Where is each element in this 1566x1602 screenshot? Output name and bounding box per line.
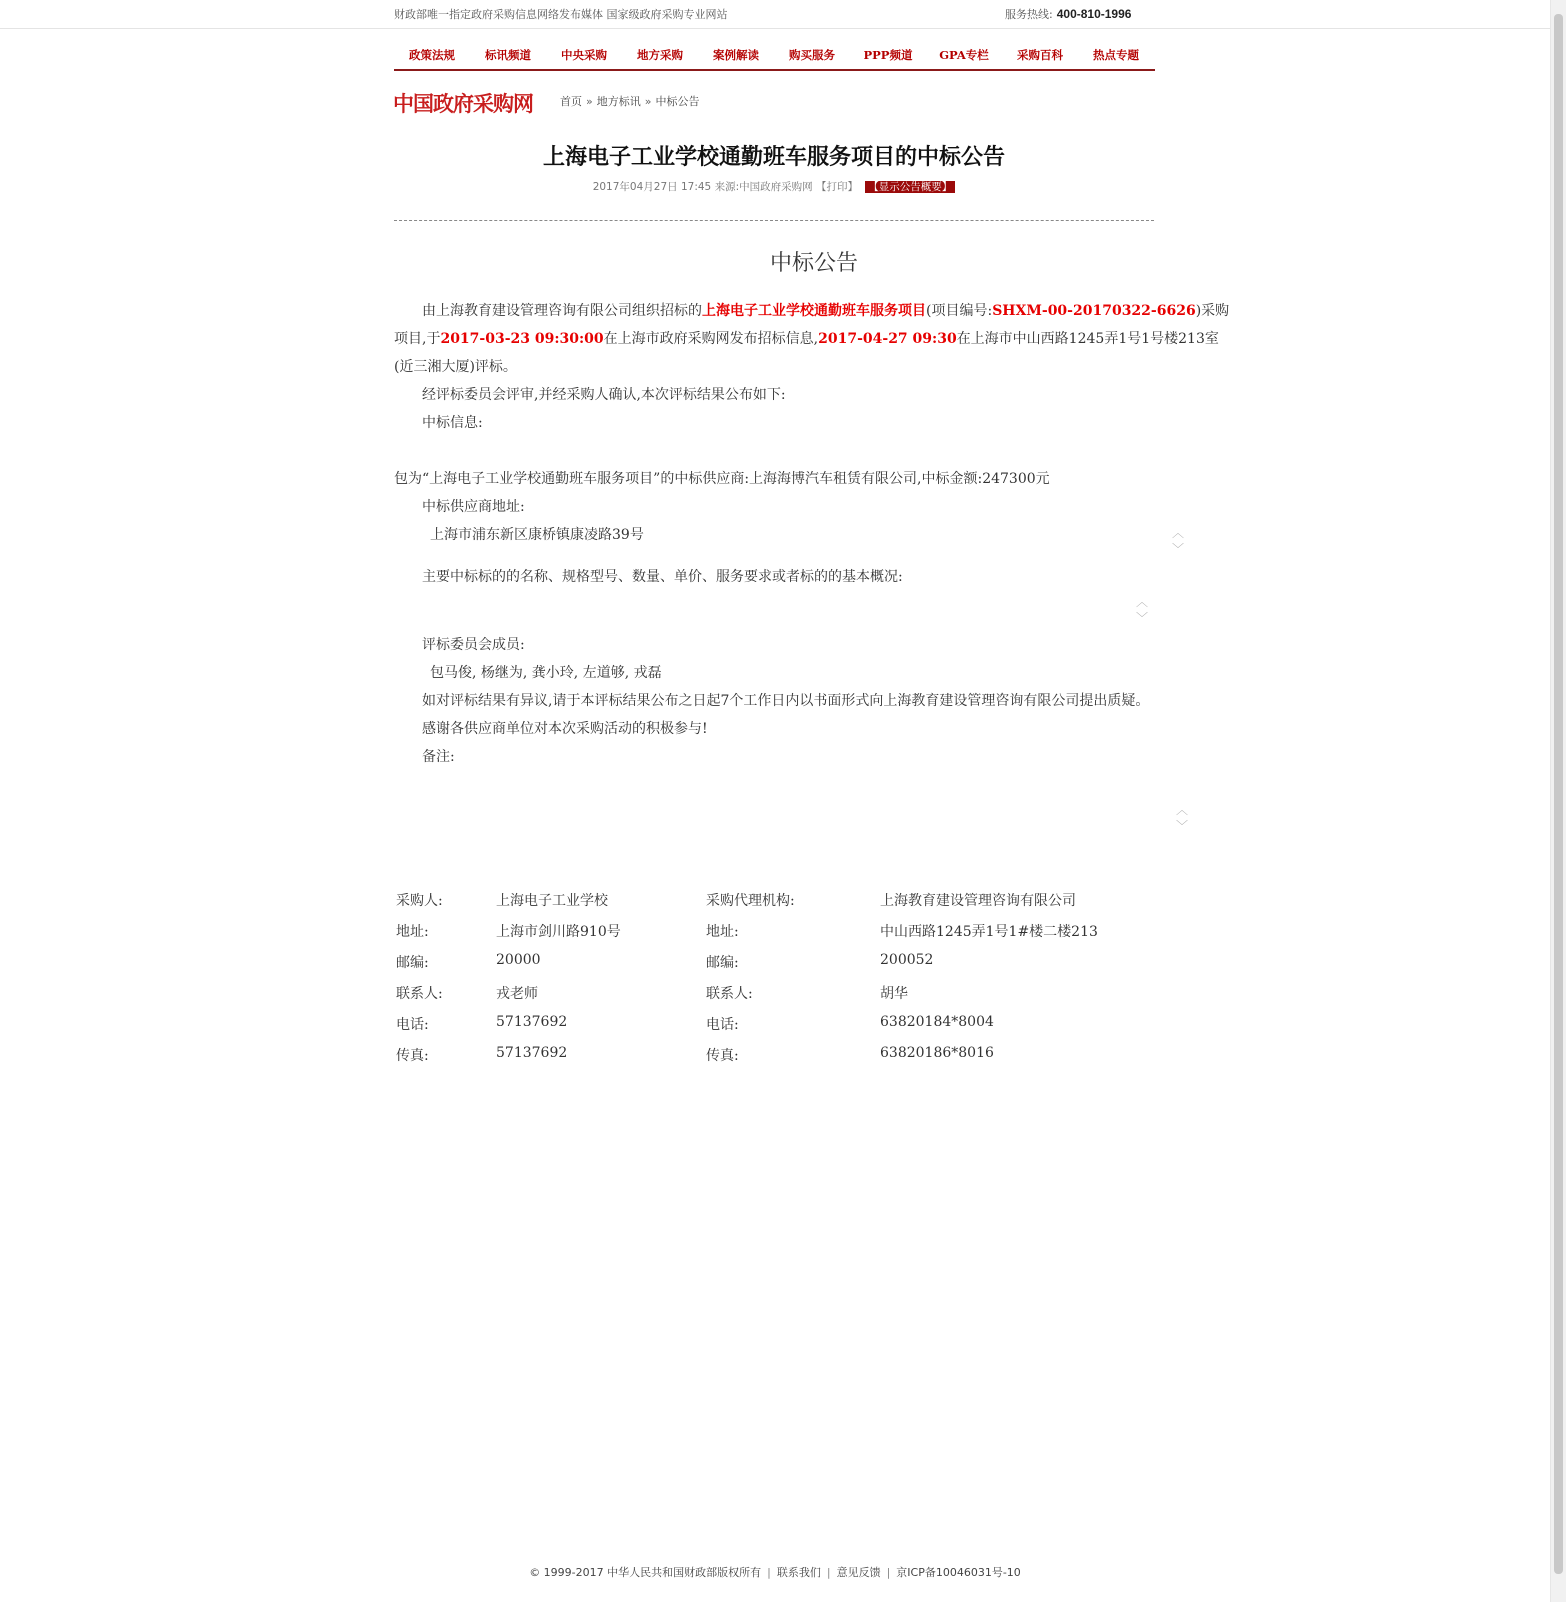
publish-time: 2017-03-23 09:30:00 [440,331,604,347]
footer-contact-link[interactable]: 联系我们 [776,1566,821,1579]
source-name: 中国政府采购网 [739,181,813,193]
text-segment: 在上海市中山西路1245弄1号1号楼213室(近三湘大厦)评标。 [394,331,1219,375]
text-segment: )采购项目,于 [394,303,1230,347]
main-nav [394,39,1155,71]
agency-contact: 胡华 [880,986,908,1002]
nav-item-cases[interactable]: 案例解读 [713,48,759,62]
buyer-phone: 57137692 [496,1014,568,1030]
text-segment: (项目编号: [926,303,993,319]
buyer-contact: 戎老师 [496,986,538,1002]
buyer-zip: 20000 [496,952,541,968]
winner-address: 上海市浦东新区康桥镇康凌路39号 [430,527,644,543]
paragraph-remarks: 备注: [422,749,455,765]
agency-zip: 200052 [880,952,934,968]
hotline [1005,6,1131,22]
paragraph-thanks: 感谢各供应商单位对本次采购活动的积极参与! [422,721,708,737]
evaluation-time: 2017-04-27 09:30 [818,331,957,347]
breadcrumb-local[interactable]: 地方标讯 [596,95,641,108]
hotline-label: 服务热线: [1005,8,1053,21]
buyer-label: 采购人: [396,893,443,909]
chevron-up-icon[interactable]: ︿ [1136,595,1149,609]
print-link[interactable]: 【打印】 [815,181,858,193]
nav-item-policy[interactable]: 政策法规 [409,48,455,62]
nav-item-wiki[interactable]: 采购百科 [1017,48,1063,62]
agency-fax-label: 传真: [706,1048,739,1064]
agency-zip-label: 邮编: [706,955,739,971]
text-segment: 由上海教育建设管理咨询有限公司组织招标的 [422,303,702,319]
breadcrumb-home[interactable]: 首页 [560,95,582,108]
agency-value: 上海教育建设管理咨询有限公司 [880,893,1076,909]
chevron-down-icon[interactable]: ﹀ [1172,542,1185,556]
hotline-number: 400-810-1996 [1056,7,1132,21]
scrollbar-thumb[interactable] [1554,14,1563,1574]
footer-separator: | [767,1566,771,1579]
paragraph-intro [394,297,1234,381]
publish-date: 2017年04月27日 17:45 [592,181,712,193]
project-code: SHXM-00-20170322-6626 [992,303,1196,319]
breadcrumb-separator: » [586,95,593,108]
notice-body [394,297,1234,771]
footer-separator: | [826,1566,831,1579]
copyright: © 1999-2017 中华人民共和国财政部版权所有 [529,1566,762,1579]
site-logo[interactable]: 中国政府采购网 [393,92,533,116]
nav-item-ppp[interactable]: PPP频道 [863,48,913,62]
nav-item-hot[interactable]: 热点专题 [1093,48,1139,62]
chevron-up-icon[interactable]: ︿ [1172,526,1185,540]
article-meta [394,179,1154,194]
agency-label: 采购代理机构: [706,893,795,909]
breadcrumb-separator: » [644,95,652,108]
chevron-down-icon[interactable]: ﹀ [1136,611,1149,625]
agency-phone: 63820184*8004 [880,1014,994,1030]
buyer-zip-label: 邮编: [396,955,429,971]
agency-fax: 63820186*8016 [880,1045,994,1061]
buyer-fax-label: 传真: [396,1048,429,1064]
project-name: 上海电子工业学校通勤班车服务项目 [702,303,926,319]
address-scroll-spinner[interactable] [1172,525,1186,559]
chevron-down-icon[interactable]: ﹀ [1176,819,1189,833]
summary-button[interactable]: 【显示公告概要】 [865,181,955,193]
text-segment: 在上海市政府采购网发布招标信息, [603,331,819,347]
remarks-scroll-spinner[interactable] [1176,802,1190,836]
paragraph-objection: 如对评标结果有异议,请于本评标结果公布之日起7个工作日内以书面形式向上海教育建设管理咨询有限公司提出质疑。 [422,693,1150,709]
buyer-fax: 57137692 [496,1045,568,1061]
paragraph-committee-label: 评标委员会成员: [422,637,525,653]
paragraph-result: 经评标委员会评审,并经采购人确认,本次评标结果公布如下: [422,387,786,403]
nav-item-bidding[interactable]: 标讯频道 [485,48,531,62]
paragraph-items-label: 主要中标标的的名称、规格型号、数量、单价、服务要求或者标的的基本概况: [422,569,903,585]
footer-separator: | [886,1566,891,1579]
nav-item-services[interactable]: 购买服务 [789,48,835,62]
agency-contact-label: 联系人: [706,986,753,1002]
page-title: 上海电子工业学校通勤班车服务项目的中标公告 [542,145,1005,170]
buyer-address-label: 地址: [396,924,429,940]
divider [394,220,1154,221]
footer [0,1564,1550,1580]
chevron-up-icon[interactable]: ︿ [1176,803,1189,817]
site-slogan: 财政部唯一指定政府采购信息网络发布媒体 国家级政府采购专业网站 [394,8,728,21]
paragraph-address-label: 中标供应商地址: [422,499,525,515]
agency-address: 中山西路1245弄1号1#楼二楼213 [880,924,1098,940]
buyer-contact-label: 联系人: [396,986,443,1002]
breadcrumb [560,93,699,109]
page-scrollbar[interactable] [1550,0,1566,1602]
nav-item-central[interactable]: 中央采购 [561,48,607,62]
items-scroll-spinner[interactable] [1136,594,1150,628]
top-bar [0,0,1550,29]
buyer-address: 上海市剑川路910号 [496,924,621,940]
buyer-phone-label: 电话: [396,1017,429,1033]
buyer-value: 上海电子工业学校 [496,893,608,909]
nav-item-local[interactable]: 地方采购 [637,48,683,62]
paragraph-win-info: 中标信息: [422,415,483,431]
source-label: 来源: [714,181,740,193]
notice-heading: 中标公告 [769,251,858,276]
paragraph-winner: 包为“上海电子工业学校通勤班车服务项目”的中标供应商:上海海博汽车租赁有限公司,中标金额:247300元 [394,471,1050,487]
nav-item-gpa[interactable]: GPA专栏 [939,48,989,62]
agency-address-label: 地址: [706,924,739,940]
footer-feedback-link[interactable]: 意见反馈 [836,1566,881,1579]
footer-icp-link[interactable]: 京ICP备10046031号-10 [896,1566,1021,1579]
committee-members: 包马俊, 杨继为, 龚小玲, 左道够, 戎磊 [430,665,662,681]
breadcrumb-current[interactable]: 中标公告 [655,95,700,108]
agency-phone-label: 电话: [706,1017,739,1033]
